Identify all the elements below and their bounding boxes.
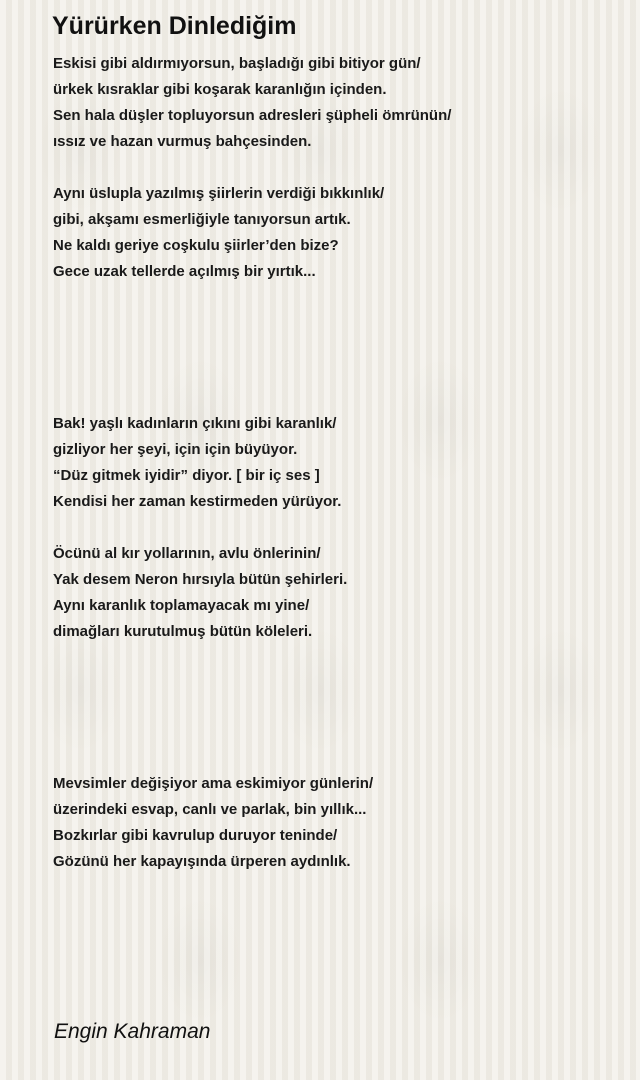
poem-line: gizliyor her şeyi, için için büyüyor. xyxy=(53,441,298,458)
poem-line: dimağları kurutulmuş bütün köleleri. xyxy=(53,623,313,640)
poem-line: Aynı karanlık toplamayacak mı yine/ xyxy=(53,597,310,614)
poem-line: Kendisi her zaman kestirmeden yürüyor. xyxy=(53,493,342,510)
poem-author: Engin Kahraman xyxy=(54,1020,211,1043)
poem-title: Yürürken Dinlediğim xyxy=(52,12,297,40)
poem-line: Aynı üslupla yazılmış şiirlerin verdiği bıkkınlık/ xyxy=(53,185,385,202)
poem-line: ürkek kısraklar gibi koşarak karanlığın içinden. xyxy=(53,81,387,98)
poem-line: ıssız ve hazan vurmuş bahçesinden. xyxy=(53,133,312,150)
poem-line: Bak! yaşlı kadınların çıkını gibi karanlık/ xyxy=(53,415,337,432)
poem-line: Eskisi gibi aldırmıyorsun, başladığı gibi bitiyor gün/ xyxy=(53,55,421,72)
poem-line: Ne kaldı geriye coşkulu şiirler’den bize? xyxy=(53,237,339,254)
stanza-4 xyxy=(53,541,347,645)
stanza-2 xyxy=(53,181,384,285)
poem-line: Bozkırlar gibi kavrulup duruyor teninde/ xyxy=(53,827,338,844)
stanza-3 xyxy=(53,411,341,515)
poem-line: Mevsimler değişiyor ama eskimiyor günlerin/ xyxy=(53,775,374,792)
poem-line: Gece uzak tellerde açılmış bir yırtık... xyxy=(53,263,316,280)
poem-line: üzerindeki esvap, canlı ve parlak, bin yıllık... xyxy=(53,801,367,818)
stanza-5 xyxy=(53,771,373,875)
poem-line: gibi, akşamı esmerliğiyle tanıyorsun artık. xyxy=(53,211,351,228)
poem-line: Sen hala düşler topluyorsun adresleri şüpheli ömrünün/ xyxy=(53,107,452,124)
poem-line: “Düz gitmek iyidir” diyor. [ bir iç ses ] xyxy=(53,467,320,484)
stanza-1 xyxy=(53,51,451,155)
poem-line: Yak desem Neron hırsıyla bütün şehirleri. xyxy=(53,571,348,588)
poem-line: Gözünü her kapayışında ürperen aydınlık. xyxy=(53,853,351,870)
poem-line: Öcünü al kır yollarının, avlu önlerinin/ xyxy=(53,545,321,562)
